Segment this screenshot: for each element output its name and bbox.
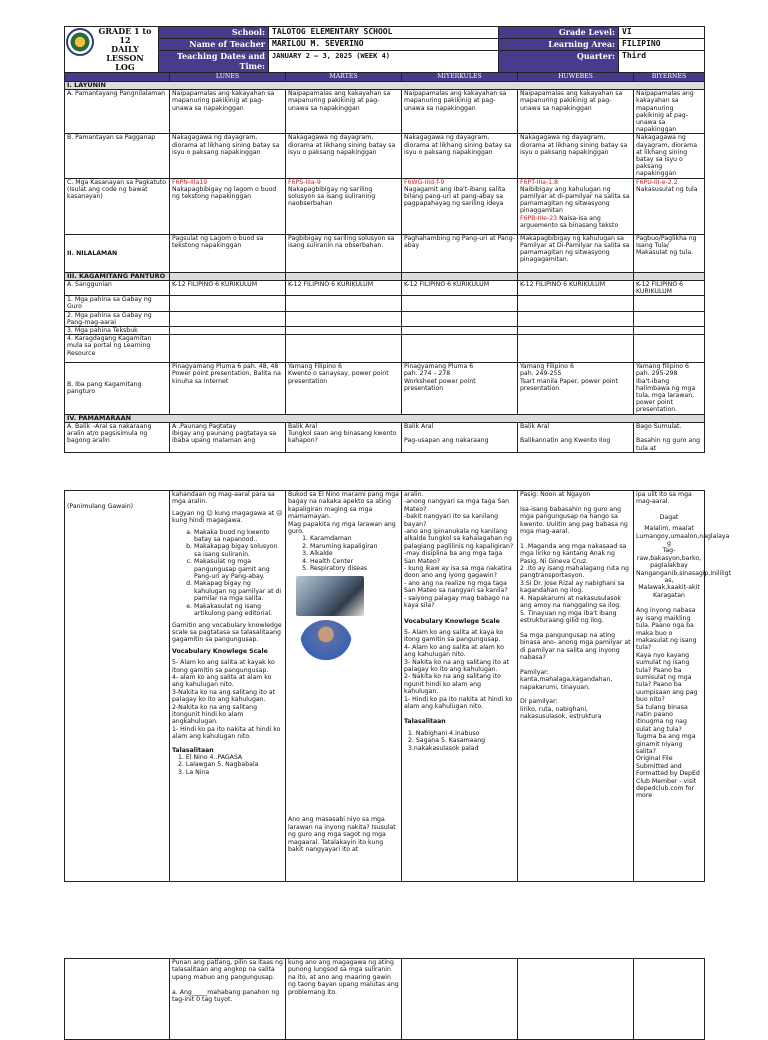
code-martes: F6PS-IIIa-9 bbox=[288, 178, 321, 186]
cell-pagganap-miyerkules: Nakagagawa ng dayagram, diorama at likhang sining batay sa isyu o paksang napakinggan bbox=[402, 134, 518, 178]
row-label-pang-mag-aaral: 2. Mga pahina sa Gabay ng Pang-mag-aaral bbox=[65, 311, 170, 326]
cell-balik-aral-biyernes: Bago Sumulat. Basahin ng guro ang tula at bbox=[634, 422, 705, 452]
p2-martes-intro: Bukod sa El Nino marami pang mga bagay na nakaka apekto sa ating kapaligiran maging sa mga mamamayan. bbox=[288, 491, 399, 521]
header-table bbox=[64, 26, 705, 73]
alkalde-photo bbox=[300, 620, 352, 668]
cell-nilalaman-miyerkules: Paghahambing ng Pang-uri at Pang-abay bbox=[402, 234, 518, 272]
row-label-teksbuk: 3. Mga pahina Teksbuk bbox=[65, 327, 170, 335]
cell-sanggunian-martes: K-12 FILIPINO 6 KURIKULUM bbox=[286, 280, 402, 295]
cell-nilalaman-biyernes: Pagbuo/Paglikha ng Isang Tula/ Makasulat ng tula. bbox=[634, 234, 705, 272]
text-martes: Nakapagbibigay ng sariling solusyon sa isang suliraning naobserbahan bbox=[288, 185, 376, 208]
grade-level-label: Grade Level: bbox=[499, 27, 619, 39]
cell-kasanayan-huwebes bbox=[518, 178, 634, 234]
cell-balik-aral-lunes: A .Paunang Pagtatay Ibigay ang paunang pagtataya sa ibaba upang malaman ang bbox=[170, 422, 286, 452]
larawan-list bbox=[288, 535, 399, 572]
cell-pamantayang-huwebes: Naipapamalas ang kakayahan sa mapanuring pakikinig at pag-unawa sa napakinggan bbox=[518, 90, 634, 134]
row-label-gabay: 1. Mga pahina sa Gabay ng Guro bbox=[65, 296, 170, 311]
day-header-miyerkules: MIYERKULES bbox=[402, 73, 518, 82]
grade-level-value: VI bbox=[619, 27, 705, 39]
talasalitaan-lunes: 1. El Nino 4..PAGASA 2. Lalawgan 5. Nagbabala 3. La Nina bbox=[178, 754, 259, 776]
p2-biyernes-intro: ipa ulit ito sa mga mag-aaral. bbox=[636, 491, 692, 506]
poem-body: Malalim, maalat Lumangoy,umaalon,naglalaya g Tag-raw,bakasyon,barko, paglalakbay Nanganganib,sinasagip,inililigt as, Malawak,kaakit-akit Karagatan bbox=[636, 525, 732, 599]
school-value: TALOTOG ELEMENTARY SCHOOL bbox=[269, 27, 499, 39]
cell-kasanayan-martes bbox=[286, 178, 402, 234]
code-biyernes: F6PU-III-e-2.2 bbox=[636, 178, 678, 186]
cell-pamantayang-martes: Naipapamalas ang kakayahan sa mapanuring pakikinig at pag-unawa sa napakinggan bbox=[286, 90, 402, 134]
cell-nilalaman-martes: Pagbibigay ng sariling solusyon sa isang suliranin na obserbahan. bbox=[286, 234, 402, 272]
cell-p2-martes bbox=[286, 491, 402, 882]
cell-p3-martes: kung ano ang magagawa ng ating punong lungsod sa mga suliranin na ito, at ano ang maaring gawin ng taong bayan upang malutas ang problemang ito. bbox=[286, 959, 402, 1040]
text-biyernes: Nakasusulat ng tula bbox=[636, 185, 698, 193]
dates-label: Teaching Dates and Time: bbox=[159, 50, 269, 72]
cell-pagganap-martes: Nakagagawa ng dayagram, diorama at likhang sining batay sa isyu o paksang napakinggan bbox=[286, 134, 402, 178]
row-label-kasanayan: C. Mga Kasanayan sa Pagkatuto (Isulat ang code ng bawat kasanayan) bbox=[65, 178, 170, 234]
vks-lunes: 5- Alam ko ang salita at kayak ko itong gamitin sa pangungusap. 4- alam ko ang salita at alam ko ang kahulugan nito. 3-Nakita ko na ang salitang ito at palagay ko ito ang kahulugan. 2-Nakita ko na ang salitang itongunit hindi ko alam angkahulugan. 1- Hindi ko pa ito nakita at hindi ko alam ang kahulugan nito. bbox=[172, 659, 281, 741]
day-header-biyernes: BIYERNES bbox=[634, 73, 705, 82]
p2-lunes-gamitin: Gamitin ang vocabulary knowledge scale sa pagtatasa sa talasalitaang gagamitin sa pangungusap. bbox=[172, 621, 282, 644]
list-item: 1. Karamdaman bbox=[310, 535, 399, 542]
continuation-table bbox=[64, 490, 732, 882]
poem-title: Dagat bbox=[659, 513, 679, 521]
p2-miyerkules-questions: aralin. -anong nangyari sa mga taga San Mateo? -bakit nangyari ito sa kanilang bayan? -ano ang ipinanukala ng kanilang alkalde tungkol sa kahalagahan ng palagiang paglilinis ng kapaligiran? -may disiplina ba ang mga taga San Mateo? - kung ikaw ay isa sa mga nakatira doon ano ang iyong gagawin? - ano ang na realize ng mga taga San Mateo sa nangyari sa kanila? - saiyong palagay mag babago na kaya sila? bbox=[404, 491, 514, 610]
extra-text-huwebes: Naisa-isa ang arguemento sa binasang teksto bbox=[520, 214, 619, 229]
pagtataya-list bbox=[172, 529, 283, 618]
learning-area-value: FILIPINO bbox=[619, 38, 705, 50]
cell-iba-pang-biyernes: Yamang filipino 6 pah. 295-298 Iba't-ibang halimbawa ng mga tula, mga larawan, power point presentation. bbox=[634, 363, 705, 414]
cell-iba-pang-miyerkules: Pinagyamang Pluma 6 pah. 274 – 278 Worksheet power point presentation bbox=[402, 363, 518, 414]
cell-p2-miyerkules bbox=[402, 491, 518, 882]
cell-pagganap-huwebes: Nakagagawa ng dayagram, diorama at likhang sining batay sa isyu o paksang napakinggan bbox=[518, 134, 634, 178]
vks-title-lunes: Vocabulary Knowlege Scale bbox=[172, 647, 268, 655]
cell-sanggunian-huwebes: K-12 FILIPINO 6 KURIKULUM bbox=[518, 280, 634, 295]
list-item: 2. Maruming kapaligiran bbox=[310, 543, 399, 550]
cell-sanggunian-biyernes: K-12 FILIPINO 6 KURIKULUM bbox=[634, 280, 705, 295]
cell-kasanayan-miyerkules bbox=[402, 178, 518, 234]
talasalitaan-title-miyerkules: Talasalitaan bbox=[404, 718, 446, 726]
cell-balik-aral-huwebes: Balik Aral Balikannatin ang Kwento Ilog bbox=[518, 422, 634, 452]
cell-nilalaman-huwebes: Makapagbibigay ng kahulugan sa Pamilyar at Di-Pamilyar na salita sa pamamagitan ng sitwasyong pinagagamitan. bbox=[518, 234, 634, 272]
cell-kasanayan-lunes bbox=[170, 178, 286, 234]
health-center-photo bbox=[296, 576, 364, 616]
cell-kasanayan-biyernes bbox=[634, 178, 705, 234]
vks-miyerkules: 5- Alam ko ang salita at kaya ko itong gamitin sa pangungusap. 4- Alam ko ang salita at alam ko ang kahulugan nito. 3- Nakita ko na ang salitang ito at palagay ko ito ang kahulugan. 2- Nakita ko na ang salitang ito ngunit hindi ko alam ang kahulugan. 1- Hindi ko pa ito nakita at hindi ko alam ang kahulugan nito. bbox=[404, 628, 513, 710]
cell-pagganap-biyernes: Nakagagawa ng dayagram, diorama at likhang sining batay sa isyu o paksang napakinggan bbox=[634, 134, 705, 178]
learning-area-label: Learning Area: bbox=[499, 38, 619, 50]
teacher-label: Name of Teacher bbox=[159, 38, 269, 50]
cell-iba-pang-martes: Yamang Filipino 6 Kwento o sanaysay, power point presentation bbox=[286, 363, 402, 414]
quarter-value: Third bbox=[619, 50, 705, 72]
dates-value: JANUARY 2 – 3, 2025 (WEEK 4) bbox=[269, 50, 499, 72]
teacher-value: MARILOU M. SEVERINO bbox=[269, 38, 499, 50]
row-label-pagganap: B. Pamantayan sa Pagganap bbox=[65, 134, 170, 178]
code-huwebes: F6PT-IIIa-1.8 bbox=[520, 178, 559, 186]
vks-title-miyerkules: Vocabulary Knowlege Scale bbox=[404, 617, 500, 625]
list-item: 3. Alkalde bbox=[310, 550, 399, 557]
lesson-log-table bbox=[64, 72, 705, 453]
p2-lunes-intro: kahandaan ng mag-aaral para sa mga aralin. bbox=[172, 491, 275, 506]
section-nilalaman: II. NILALAMAN bbox=[65, 234, 170, 272]
cell-p2-huwebes: Pasig: Noon at Ngayon Isa-isang babasahin ng guro ang mga pangungusap na hango sa kwento. Uulitin ang pag babasa ng mga mag-aaral. 1 .Maganda ang mga nakasaad sa mga liriko ng kantang Anak ng Pasig, Ni Gineva Cruz. 2 .Ito ay isang mahalagang ruta ng pangtransportasyon. 3.Si Dr. Jose Rizal ay nabighani sa kagandahan ng ilog. 4. Napakarumi at nakasusulasok ang amoy na nanggaling sa ilog. 5. Tinayuan ng mga iba't ibang estrukturaang gilid ng ilog. Sa mga pangungusap na ating binasa ano- anong mga pamilyar at di pamilyar na salita ang inyong nabasa? Pamilyar: kanta,mahalaga,kagandahan, napakarumi, tinayuan. Di pamilyar: liriko, ruta, nabighani, nakasusulasok, estruktura bbox=[518, 491, 634, 882]
dll-title: GRADE 1 to 12 DAILY LESSON LOG bbox=[65, 27, 159, 73]
list-item: e. Makakasulat ng isang artikulong pang editorial. bbox=[194, 603, 283, 618]
cell-nilalaman-lunes: Pagsulat ng Lagom o buod sa tekstong napakinggan bbox=[170, 234, 286, 272]
cell-balik-aral-miyerkules: Balik Aral Pag-usapan ang nakaraang bbox=[402, 422, 518, 452]
cell-balik-aral-martes: Balik Aral Tungkol saan ang binasang kwento kahapon? bbox=[286, 422, 402, 452]
row-label-pamantayang: A. Pamantayang Pangnilalaman bbox=[65, 90, 170, 134]
row-label-panimulang-gawain: (Panimulang Gawain) bbox=[65, 491, 170, 882]
p2-biyernes-after: Ang inyong nabasa ay isang maikling tula. Paano nga ba maka buo o makasulat ng isang tula? Kaya nyo kayang sumulat ng isang tula? Paano ba sumisulat ng mga tula? Paano ba uumpisaan ang pag buo nito? Sa tulang binasa natin paano itinugma ng nag sulat ang tula? Tugma ba ang mga ginamit niyang salita? Original File Submitted and Formatted by DepEd Club Member - visit depedclub.com for more bbox=[636, 607, 700, 800]
day-header-huwebes: HUWEBES bbox=[518, 73, 634, 82]
cell-sanggunian-miyerkules: K-12 FILIPINO 6 KURIKULUM bbox=[402, 280, 518, 295]
p2-martes-bottom: Ano ang masasabi niyo sa mga larawan na inyong nakita? Isusulat ng guro ang mga sagot ng mga magaaral. Tatalakayin ito kung bakit nangyayari ito at bbox=[288, 816, 396, 854]
p2-martes-mag: Mag papakita ng mga larawan ang guro. bbox=[288, 520, 396, 536]
quarter-label: Quarter: bbox=[499, 50, 619, 72]
code-lunes: F6PN-IIIa19 bbox=[172, 178, 208, 186]
text-huwebes: Naibibigay ang kahulugan ng pamilyar at di-pamilyar na salita sa pamamagitan ng sitwasyong pinaggamitan bbox=[520, 185, 630, 215]
talasalitaan-title-lunes: Talasalitaan bbox=[172, 746, 214, 754]
text-lunes: Nakapagbibigay ng lagom o buod ng tekstong napakinggan bbox=[172, 185, 277, 201]
cell-iba-pang-huwebes: Yamang Filipino 6 pah. 249-255 Tsart manila Paper, power point presentation bbox=[518, 363, 634, 414]
cell-pagganap-lunes: Nakagagawa ng dayagram, diorama at likhang sining batay sa isyu o paksang napakinggan bbox=[170, 134, 286, 178]
cell-pamantayang-lunes: Naipapamalas ang kakayahan sa mapanuring pakikinig at pag-unawa sa napakinggan bbox=[170, 90, 286, 134]
row-label-sanggunian: A. Sanggunian bbox=[65, 280, 170, 295]
cell-pamantayang-biyernes: Naipapamalas ang kakayahan sa mapanuring pakikinig at pag-unawa sa napakinggan bbox=[634, 90, 705, 134]
page3-table bbox=[64, 958, 705, 1040]
section-kagamitang: III. KAGAMITANG PANTURO bbox=[65, 272, 170, 280]
day-header-martes: MARTES bbox=[286, 73, 402, 82]
p2-lunes-lagyan: Lagyan ng ☺ kung magagawa at ☹ kung hindi magagawa. bbox=[172, 509, 283, 525]
talasalitaan-miyerkules: 1. Nabighani 4.inabuso 2. Sagana 5. Kasamaang 3.nakakasulasok palad bbox=[408, 729, 486, 752]
cell-p2-lunes bbox=[170, 491, 286, 882]
cell-sanggunian-lunes: K-12 FILIPINO 6 KURIKULUM bbox=[170, 280, 286, 295]
row-label-karagdagang: 4. Karagdagang Kagamitan mula sa portal ng Learning Resource bbox=[65, 335, 170, 363]
list-item: d. Makapag bigay ng kahulugan ng pamilyar at di pamilar na mga salita. bbox=[194, 580, 283, 602]
section-pamamaraan: IV. PAMAMARAAN bbox=[65, 414, 705, 422]
cell-pamantayang-miyerkules: Naipapamalas ang kakayahan sa mapanuring pakikinig at pag-unawa sa napakinggan bbox=[402, 90, 518, 134]
day-header-lunes: LUNES bbox=[170, 73, 286, 82]
extra-code-huwebes: F6PB-IIIe-23 bbox=[520, 214, 558, 222]
list-item: a. Makaka buod ng kwento batay sa napanood.. bbox=[194, 529, 283, 544]
row-label-balik-aral: A. Balik –Aral sa nakaraang aralin at/o pagsisimula ng bagong aralin bbox=[65, 422, 170, 452]
list-item: 4. Health Center bbox=[310, 558, 399, 565]
list-item: c. Makasulat ng mga pangungusap gamit ang Pang-uri ay Pang-abay. bbox=[194, 558, 283, 580]
cell-p2-biyernes bbox=[634, 491, 732, 882]
section-layunin: I. LAYUNIN bbox=[65, 82, 705, 90]
text-miyerkules: Nagagamit ang iba't-ibang salita bilang pang-uri at pang-abay sa pagpapahayag ng sariling ideya bbox=[404, 185, 506, 208]
row-label-iba-pang: B. Iba pang Kagamitang pangturo bbox=[65, 363, 170, 414]
code-miyerkules: F6WG-IIId-f-9 bbox=[404, 178, 445, 186]
cell-p3-lunes: Punan ang patlang, pilin sa itaas ng talasalitaan ang angkop na salita upang mabuo ang pangungusap. a. Ang_____mahabang panahon ng tag-init 0 tag tuyot. bbox=[170, 959, 286, 1040]
list-item: b. Makakapag bigay solusyon sa isang suliranin. bbox=[194, 543, 283, 558]
school-label: School: bbox=[159, 27, 269, 39]
cell-iba-pang-lunes: Pinagyamang Pluma 6 pah. 48, 48 Power point presentation, Balita na kinuha sa internet bbox=[170, 363, 286, 414]
list-item: 5. Respiratory diseas bbox=[310, 565, 399, 572]
